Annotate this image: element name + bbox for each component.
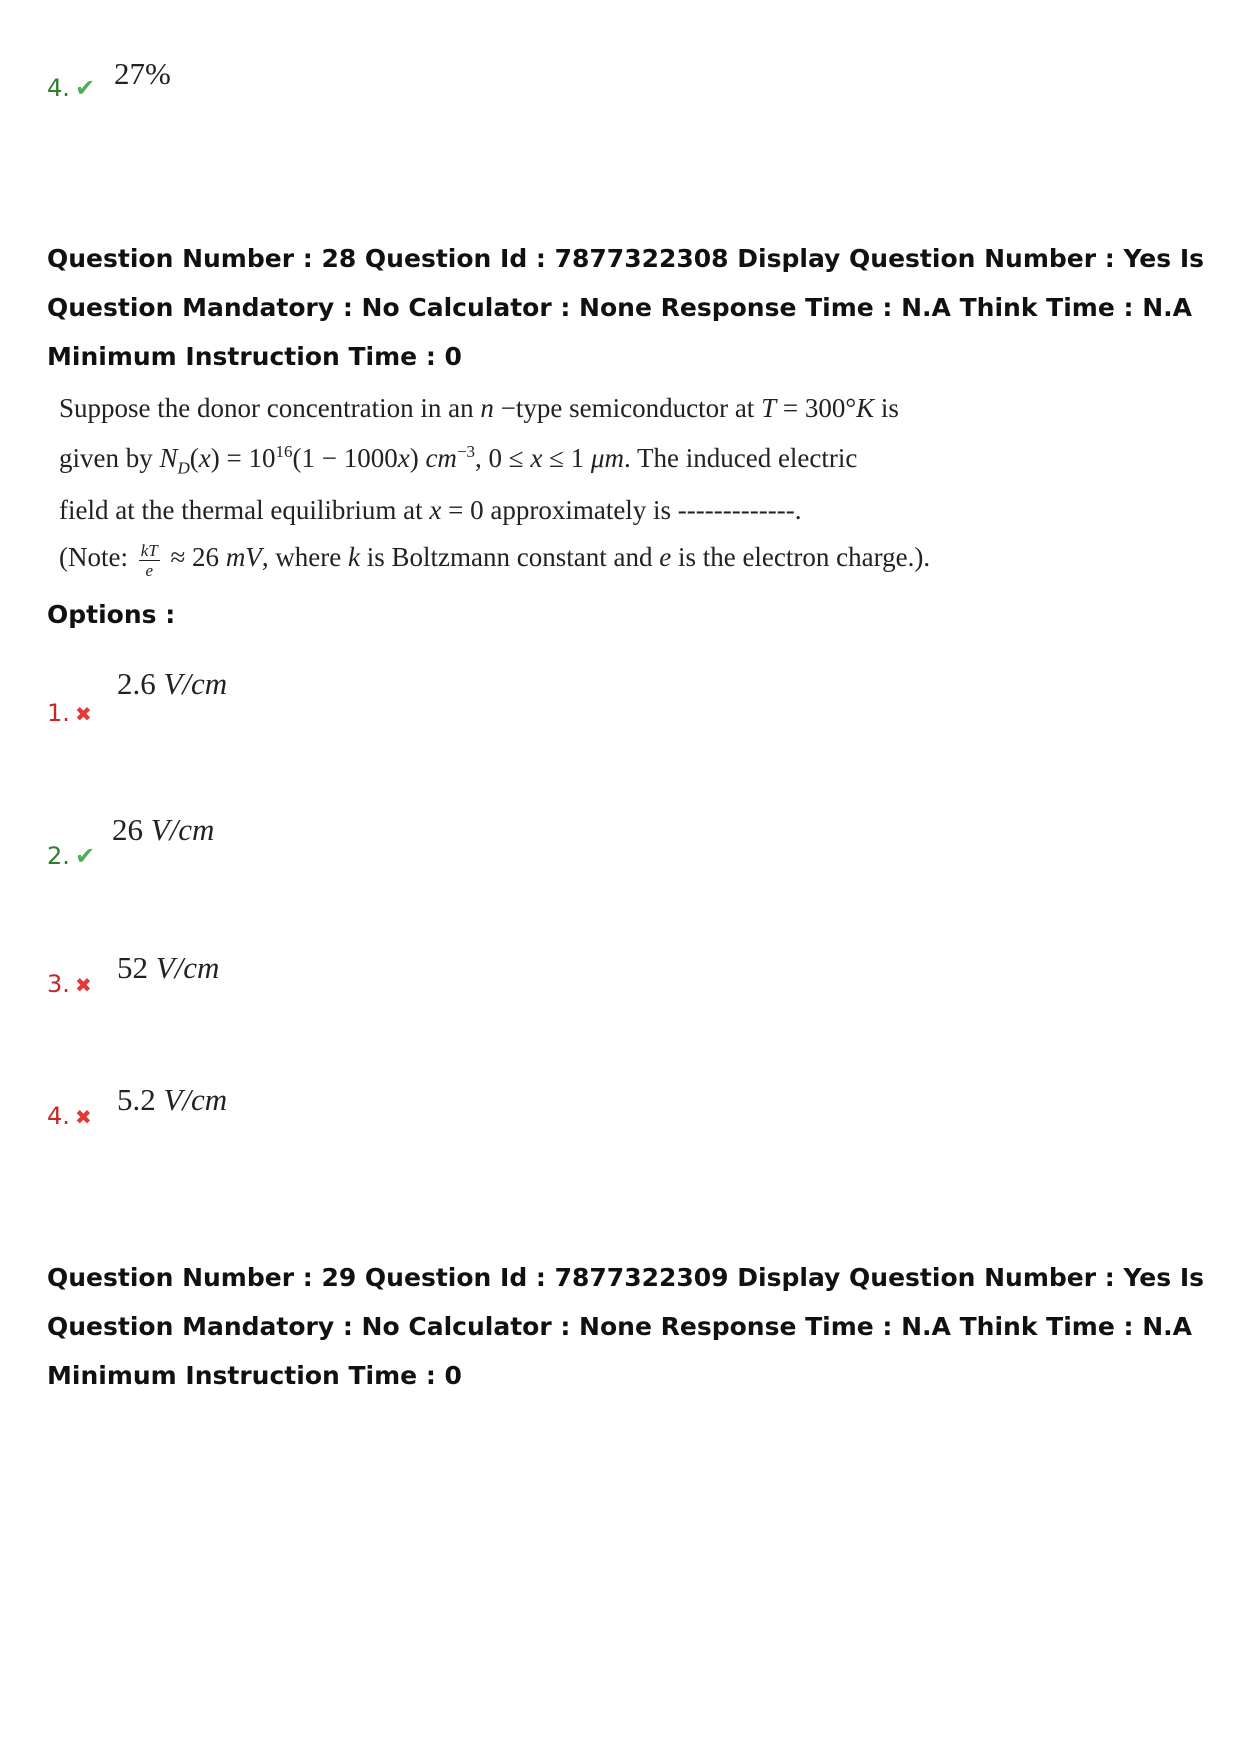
cross-icon: ✖: [75, 973, 92, 997]
question-line-3: field at the thermal equilibrium at x = 0 approximately is -------------.: [59, 495, 802, 526]
question-line-2: given by $N_D(x) = 10^{16}(1 - 1000x)$ $cm^{-3}$, 0 ≤ x ≤ 1 μm. The induced electric: [59, 442, 858, 478]
options-label: Options :: [47, 600, 176, 629]
option-number: 2.: [47, 842, 70, 870]
option-4-value: 5.2 V/cm: [117, 1082, 228, 1117]
question-line-1: Suppose the donor concentration in an n −type semiconductor at T = 300°K is: [59, 393, 899, 423]
cross-icon: ✖: [75, 702, 92, 726]
question-text: [59, 387, 939, 580]
option-3: [47, 970, 92, 998]
prev-option-4: [47, 74, 95, 102]
option-value: 27%: [114, 56, 171, 91]
option-2: [47, 842, 95, 870]
option-number: 3.: [47, 970, 70, 998]
question-header-28: Question Number : 28 Question Id : 7877322308 Display Question Number : Yes Is Question Mandatory : No Calculator : None Response Time : N.A Think Time : N.A Minimum Instruction Time : 0: [47, 244, 1205, 371]
fraction-kt-over-e: $\frac{kT}{e}$: [140, 540, 158, 580]
option-3-value: 52 V/cm: [117, 950, 220, 985]
question-header-29: Question Number : 29 Question Id : 7877322309 Display Question Number : Yes Is Question Mandatory : No Calculator : None Response Time : N.A Think Time : N.A Minimum Instruction Time : 0: [47, 1263, 1205, 1390]
option-1-value: 2.6 V/cm: [117, 666, 228, 701]
option-number: 4.: [47, 74, 70, 102]
question-line-4: (Note: $\frac{kT}{e}$ ≈ 26 mV, where k is Boltzmann constant and e is the electron charge.).: [59, 540, 931, 580]
cross-icon: ✖: [75, 1105, 92, 1129]
option-number: 1.: [47, 699, 70, 727]
option-2-value: 26 V/cm: [112, 812, 215, 847]
option-1: [47, 699, 92, 727]
check-icon: ✔: [75, 74, 96, 102]
check-icon: ✔: [75, 842, 96, 870]
option-number: 4.: [47, 1102, 70, 1130]
option-4: [47, 1102, 92, 1130]
